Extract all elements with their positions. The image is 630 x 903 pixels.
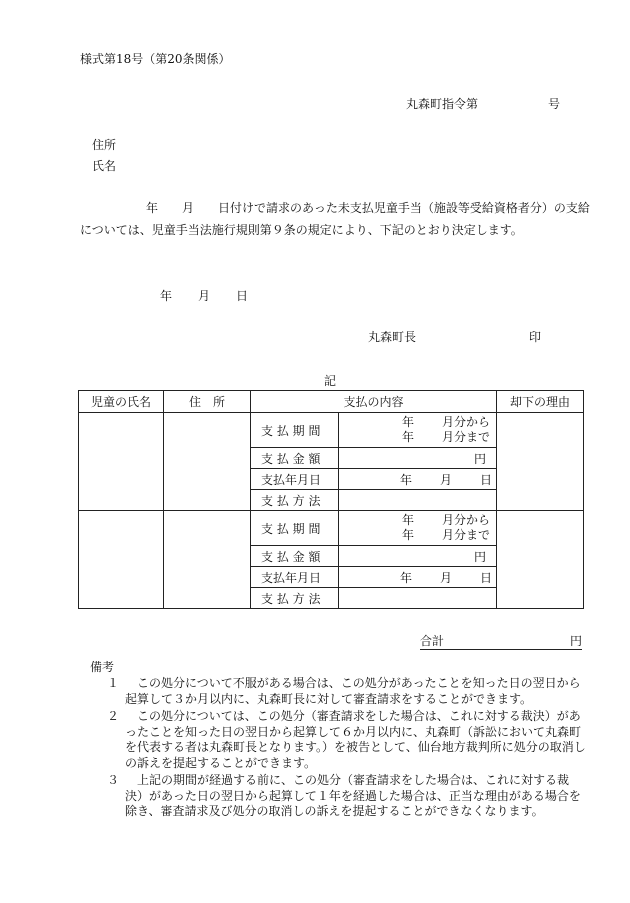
issue-year: 年 <box>160 289 173 303</box>
total-line <box>420 632 582 650</box>
list-item <box>107 773 587 820</box>
ki-heading: 記 <box>324 374 337 388</box>
note-number: ３ <box>107 773 120 787</box>
period-value: 年 月分から 年 月分まで <box>339 511 497 546</box>
remarks-list <box>107 676 587 822</box>
method-value <box>339 490 497 511</box>
table-row <box>79 413 584 448</box>
method-label: 支 払 方 法 <box>251 490 339 511</box>
rejection-cell <box>497 511 584 609</box>
table-row <box>79 511 584 546</box>
note-text: 上記の期間が経過する前に、この処分（審査請求をした場合は、これに対する裁決）があった日の翌日から起算して１年を経過した場合は、正当な理由がある場合を除き、審査請求及び処分の取消しの訴えを提起することができなくなります。 <box>125 773 581 818</box>
address-cell <box>164 413 251 511</box>
payment-table <box>78 390 584 609</box>
decision-text: 年 月 日付けで請求のあった未支払児童手当（施設等受給資格者分）の支給については、児童手当法施行規則第９条の規定により、下記のとおり決定します。 <box>80 201 590 237</box>
date-value: 年 月 日 <box>339 567 497 588</box>
issue-day: 日 <box>236 289 249 303</box>
address-label: 住所 <box>92 138 117 152</box>
total-yen: 円 <box>569 634 582 648</box>
table-header-row <box>79 391 584 413</box>
issue-date <box>160 287 274 304</box>
period-label: 支 払 期 間 <box>251 511 339 546</box>
issue-month: 月 <box>198 289 211 303</box>
name-label: 氏名 <box>92 159 117 173</box>
child-name-cell <box>79 413 164 511</box>
col-payment-content: 支払の内容 <box>251 391 497 413</box>
rejection-cell <box>497 413 584 511</box>
amount-label: 支 払 金 額 <box>251 546 339 567</box>
doc-number-suffix: 号 <box>548 97 561 111</box>
date-value: 年 月 日 <box>339 469 497 490</box>
list-item <box>107 709 587 771</box>
amount-value: 円 <box>339 448 497 469</box>
address-cell <box>164 511 251 609</box>
date-label: 支払年月日 <box>251 567 339 588</box>
list-item <box>107 676 587 707</box>
col-address: 住 所 <box>164 391 251 413</box>
note-number: ２ <box>107 709 120 723</box>
note-number: １ <box>107 676 120 690</box>
method-value <box>339 588 497 609</box>
amount-label: 支 払 金 額 <box>251 448 339 469</box>
doc-number-prefix: 丸森町指令第 <box>406 97 479 111</box>
remarks-title: 備考 <box>90 660 115 674</box>
method-label: 支 払 方 法 <box>251 588 339 609</box>
period-label: 支 払 期 間 <box>251 413 339 448</box>
child-name-cell <box>79 511 164 609</box>
period-value: 年 月分から 年 月分まで <box>339 413 497 448</box>
form-number: 様式第18号（第20条関係） <box>80 52 231 66</box>
document-number <box>406 95 560 112</box>
seal-mark: 印 <box>529 330 542 344</box>
amount-value: 円 <box>339 546 497 567</box>
note-text: この処分について不服がある場合は、この処分があったことを知った日の翌日から起算して３か月以内に、丸森町長に対して審査請求をすることができます。 <box>125 676 581 706</box>
col-rejection-reason: 却下の理由 <box>497 391 584 413</box>
decision-body <box>80 198 592 241</box>
mayor-title: 丸森町長 <box>368 330 417 344</box>
total-label: 合計 <box>420 634 445 648</box>
date-label: 支払年月日 <box>251 469 339 490</box>
col-child-name: 児童の氏名 <box>79 391 164 413</box>
note-text: この処分については、この処分（審査請求をした場合は、これに対する裁決）があったことを知った日の翌日から起算して６か月以内に、丸森町（訴訟において丸森町を代表する者は丸森町長となります。）を被告として、仙台地方裁判所に処分の取消しの訴えを提起することができます。 <box>125 709 586 770</box>
